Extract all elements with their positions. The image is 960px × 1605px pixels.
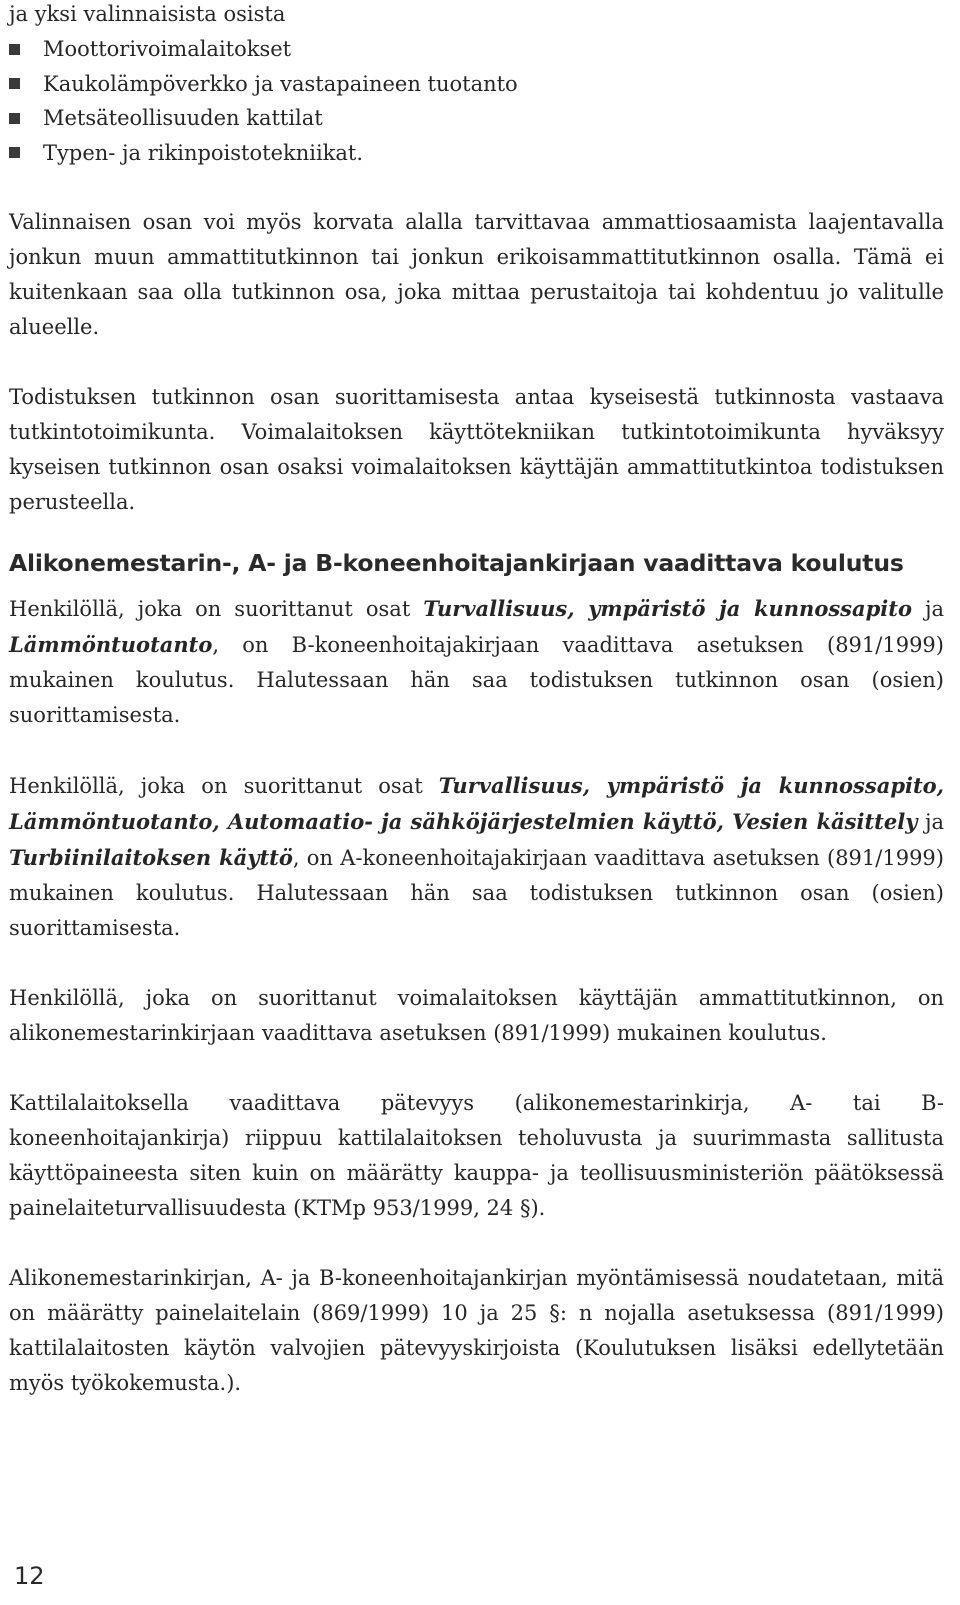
list-item-label: Typen- ja rikinpoistotekniikat. bbox=[43, 140, 364, 165]
intro-lead: ja yksi valinnaisista osista bbox=[9, 2, 286, 26]
list-item bbox=[9, 67, 944, 102]
paragraph-text: Henkilöllä, joka on suorittanut osat bbox=[9, 597, 424, 621]
list-item-label: Kaukolämpöverkko ja vastapaineen tuotanto bbox=[43, 71, 518, 96]
paragraph-text: , on B-koneenhoitajakirjaan vaadittava asetuksen (891/1999) mukainen koulutus. Halutessaan hän saa todistuksen tutkinnon osan (osien) suorittamisesta. bbox=[9, 633, 944, 727]
list-item-label: Metsäteollisuuden kattilat bbox=[43, 106, 323, 130]
list-item bbox=[9, 101, 944, 136]
paragraph-text: ja bbox=[917, 810, 944, 834]
square-bullet-icon bbox=[9, 78, 20, 89]
paragraph-b-license bbox=[9, 591, 944, 733]
emphasized-course-names: Turvallisuus, ympäristö ja kunnossapito, Lämmöntuotanto, Automaatio- ja sähköjärjestelmien käyttö, Vesien käsittely bbox=[9, 773, 944, 834]
emphasized-course-name: Turbiinilaitoksen käyttö bbox=[9, 845, 293, 870]
paragraph-alikonemestari: Henkilöllä, joka on suorittanut voimalaitoksen käyttäjän ammattitutkinnon, on alikonemestarinkirjaan vaadittava asetuksen (891/1999) mukainen koulutus. bbox=[9, 986, 944, 1045]
list-item bbox=[9, 32, 944, 67]
paragraph-certificate: Todistuksen tutkinnon osan suorittamisesta antaa kyseisestä tutkinnosta vastaava tutkintotoimikunta. Voimalaitoksen käyttötekniikan tutkintotoimikunta hyväksyy kyseisen tutkinnon osan osaksi voimalaitoksen käyttäjän ammattitutkintoa todistuksen perusteella. bbox=[9, 385, 944, 514]
paragraph-a-license bbox=[9, 768, 944, 946]
square-bullet-icon bbox=[9, 147, 20, 158]
paragraph-text: Henkilöllä, joka on suorittanut osat bbox=[9, 774, 439, 798]
paragraph-required-qualification: Kattilalaitoksella vaadittava pätevyys (alikonemestarinkirja, A- tai B-koneenhoitajankirja) riippuu kattilalaitoksen teholuvusta ja suurimmasta sallitusta käyttöpaineesta siten kuin on määrätty kauppa- ja teollisuusministeriön päätöksessä painelaiteturvallisuudesta (KTMp 953/1999, 24 §). bbox=[9, 1091, 944, 1220]
square-bullet-icon bbox=[9, 113, 20, 124]
paragraph-granting-rules: Alikonemestarinkirjan, A- ja B-koneenhoitajankirjan myöntämisessä noudatetaan, mitä on määrätty painelaitelain (869/1999) 10 ja 25 §: n nojalla asetuksessa (891/1999) kattilalaitosten käytön valvojien pätevyyskirjoista (Koulutuksen lisäksi edellytetään myös työkokemusta.). bbox=[9, 1266, 944, 1395]
list-item-label: Moottorivoimalaitokset bbox=[43, 37, 292, 61]
square-bullet-icon bbox=[9, 44, 20, 55]
document-page bbox=[9, 0, 944, 1401]
paragraph-alternative-option: Valinnaisen osan voi myös korvata alalla tarvittavaa ammattiosaamista laajentavalla jonkun muun ammattitutkinnon tai jonkun erikoisammattitutkinnon osalla. Tämä ei kuitenkaan saa olla tutkinnon osa, joka mittaa perustaitoja tai kohdentuu jo valitulle alueelle. bbox=[9, 210, 944, 339]
paragraph-text: ja bbox=[911, 597, 944, 621]
emphasized-course-name: Lämmöntuotanto bbox=[9, 632, 213, 657]
emphasized-course-names: Turvallisuus, ympäristö ja kunnossapito bbox=[423, 596, 912, 621]
list-item bbox=[9, 136, 944, 171]
section-heading: Alikonemestarin-, A- ja B-koneenhoitajankirjaan vaadittava koulutus bbox=[9, 549, 904, 577]
paragraph-text: , on A-koneenhoitajakirjaan vaadittava asetuksen (891/1999) mukainen koulutus. Halutessaan hän saa todistuksen tutkinnon osan (osien) suorittamisesta. bbox=[9, 846, 944, 940]
page-number: 12 bbox=[14, 1562, 45, 1590]
bullet-list bbox=[9, 32, 944, 170]
